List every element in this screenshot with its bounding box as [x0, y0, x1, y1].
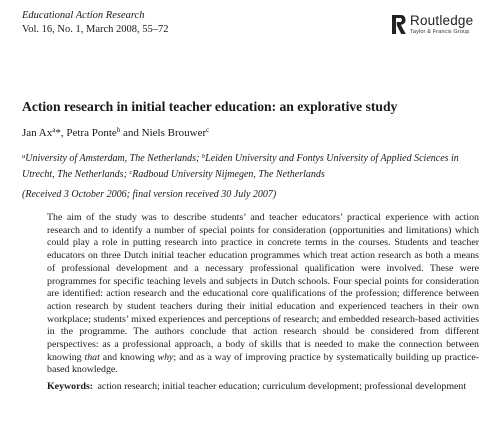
affiliation-sup: c	[129, 168, 133, 176]
journal-info	[22, 9, 169, 37]
affiliations	[22, 150, 492, 181]
publisher-name: Routledge	[410, 13, 474, 28]
abstract	[47, 212, 479, 377]
author-affiliation-sup: a	[52, 126, 56, 134]
journal-name: Educational Action Research	[22, 10, 145, 21]
author-affiliation-sup: b	[116, 126, 121, 134]
keywords-text: action research; initial teacher education; curriculum development; professional development	[97, 381, 467, 392]
abstract-emphasis: why	[157, 351, 174, 363]
keywords	[47, 381, 479, 394]
received-dates: (Received 3 October 2006; final version received 30 July 2007)	[22, 189, 277, 200]
author-list	[22, 123, 209, 140]
author-name: Niels Brouwer	[141, 127, 207, 139]
author-separator: and	[120, 127, 142, 139]
corresponding-author-mark: *	[55, 127, 61, 139]
author-name: Jan Ax	[22, 127, 53, 139]
abstract-emphasis: that	[84, 351, 100, 363]
affiliation-sup: b	[201, 153, 206, 160]
author-name: Petra Ponte	[66, 127, 117, 139]
affiliation-text: Leiden University and Fontys University of Applied Sciences in Utrecht, The Netherlands;	[22, 153, 459, 180]
publisher-logo	[392, 14, 473, 35]
abstract-text: ; and as a way of improving practice by systematically building up practice-based knowledge.	[47, 351, 479, 376]
article-title: Action research in initial teacher education: an explorative study	[22, 99, 398, 114]
routledge-r-logo-icon	[392, 15, 406, 34]
abstract-text: and knowing	[99, 351, 158, 363]
affiliation-sup: a	[22, 153, 26, 160]
keywords-label: Keywords:	[47, 381, 94, 392]
affiliation-text: University of Amsterdam, The Netherlands;	[25, 153, 202, 164]
author-separator: ,	[60, 127, 67, 139]
affiliation-text: Radboud University Nijmegen, The Netherlands	[132, 168, 325, 180]
author-affiliation-sup: c	[206, 126, 210, 134]
journal-volume-line: Vol. 16, No. 1, March 2008, 55–72	[22, 24, 169, 35]
publisher-group: Taylor & Francis Group	[410, 28, 470, 35]
abstract-text: The aim of the study was to describe students’ and teacher educators’ practical experience with action research and to identify a number of special points for consideration (opportunities and limitations) which could play a role in putting research into practice in concrete terms in the courses. Students and teacher educators on three Dutch initial teacher education programmes which treat action research as both a means of professional development and a necessary professional qualification were involved. These were programmes for specific teaching levels and subjects in Dutch schools. Four special points for consideration are identified: action research and the educational core qualifications of the profession; difference between action research by student teachers during their initial education and experienced teachers in their own workplace; students’ mixed experiences and perceptions of research; and embedded research-based activities in the programme. The authors conclude that action research should be considered from different perspectives: as a professional approach, a body of skills that is needed to make the connection between knowing	[47, 212, 479, 363]
